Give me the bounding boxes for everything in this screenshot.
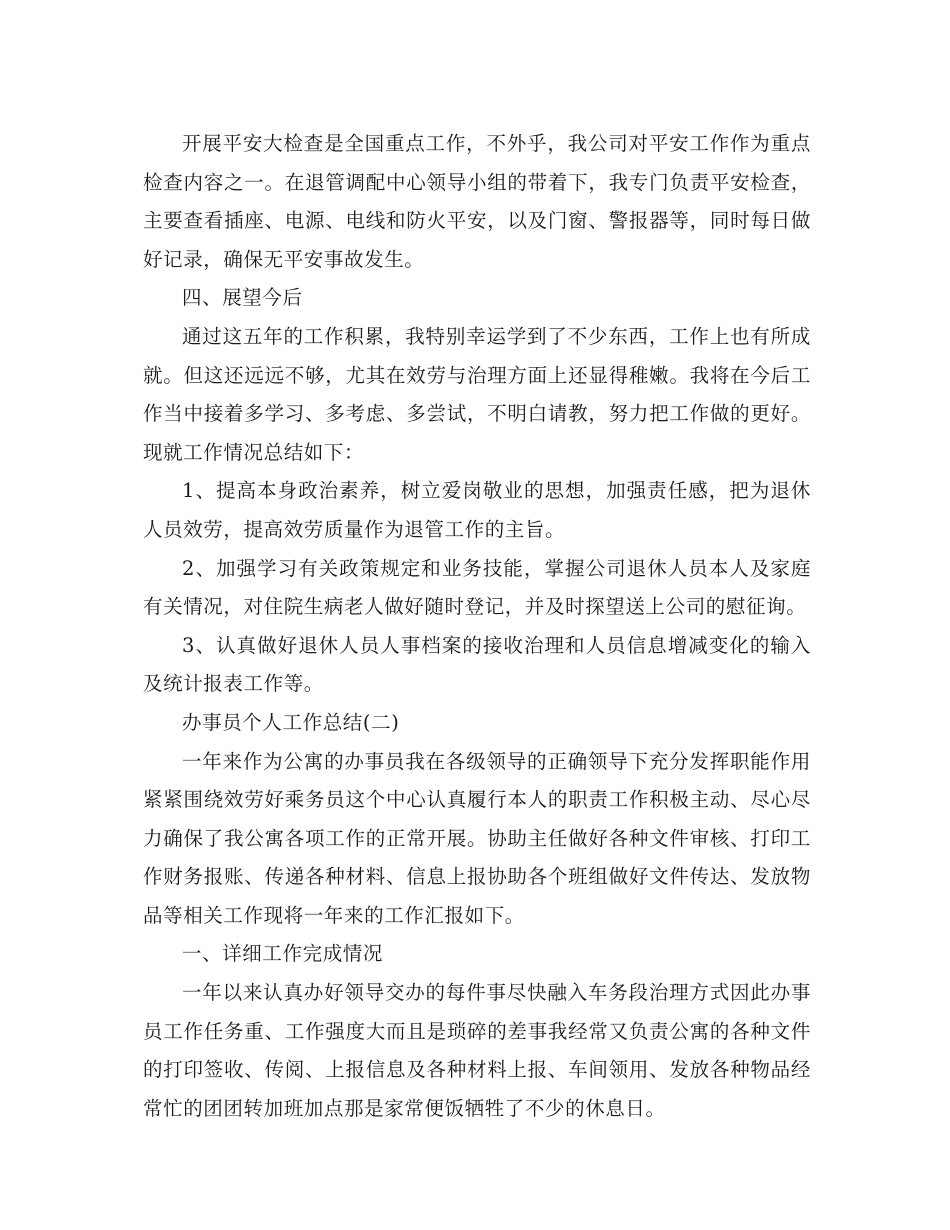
paragraph-safety-inspection: 开展平安大检查是全国重点工作，不外乎，我公司对平安工作作为重点检查内容之一。在退管调配中心领导小组的带着下，我专门负责平安检查，主要查看插座、电源、电线和防火平安，以及门窗、警报器等，同时每日做好记录，确保无平安事故发生。 xyxy=(143,132,811,271)
section-title-summary-2: 办事员个人工作总结(二) xyxy=(182,710,400,734)
list-item-2: 2、加强学习有关政策规定和业务技能，掌握公司退休人员本人及家庭有关情况，对住院生病老人做好随时登记，并及时探望送上公司的慰征询。 xyxy=(143,556,811,619)
heading-outlook: 四、展望今后 xyxy=(182,286,303,310)
list-item-3: 3、认真做好退休人员人事档案的接收治理和人员信息增减变化的输入及统计报表工作等。 xyxy=(143,633,811,696)
document-body xyxy=(143,125,811,1128)
paragraph-work-completion: 一年以来认真办好领导交办的每件事尽快融入车务段治理方式因此办事员工作任务重、工作强度大而且是琐碎的差事我经常又负责公寓的各种文件的打印签收、传阅、上报信息及各种材料上报、车间领用、发放各种物品经常忙的团团转加班加点那是家常便饭牺牲了不少的休息日。 xyxy=(143,981,811,1120)
paragraph-summary-intro: 一年来作为公寓的办事员我在各级领导的正确领导下充分发挥职能作用紧紧围绕效劳好乘务员这个中心认真履行本人的职责工作积极主动、尽心尽力确保了我公寓各项工作的正常开展。协助主任做好各种文件审核、打印工作财务报账、传递各种材料、信息上报协助各个班组做好文件传达、发放物品等相关工作现将一年来的工作汇报如下。 xyxy=(143,749,811,927)
heading-work-completion: 一、详细工作完成情况 xyxy=(182,942,384,966)
list-item-1: 1、提高本身政治素养，树立爱岗敬业的思想，加强责任感，把为退休人员效劳，提高效劳质量作为退管工作的主旨。 xyxy=(143,479,811,541)
paragraph-outlook: 通过这五年的工作积累，我特别幸运学到了不少东西，工作上也有所成就。但这还远远不够，尤其在效劳与治理方面上还显得稚嫩。我将在今后工作当中接着多学习、多考虑、多尝试，不明白请教，努力把工作做的更好。现就工作情况总结如下： xyxy=(143,324,811,464)
